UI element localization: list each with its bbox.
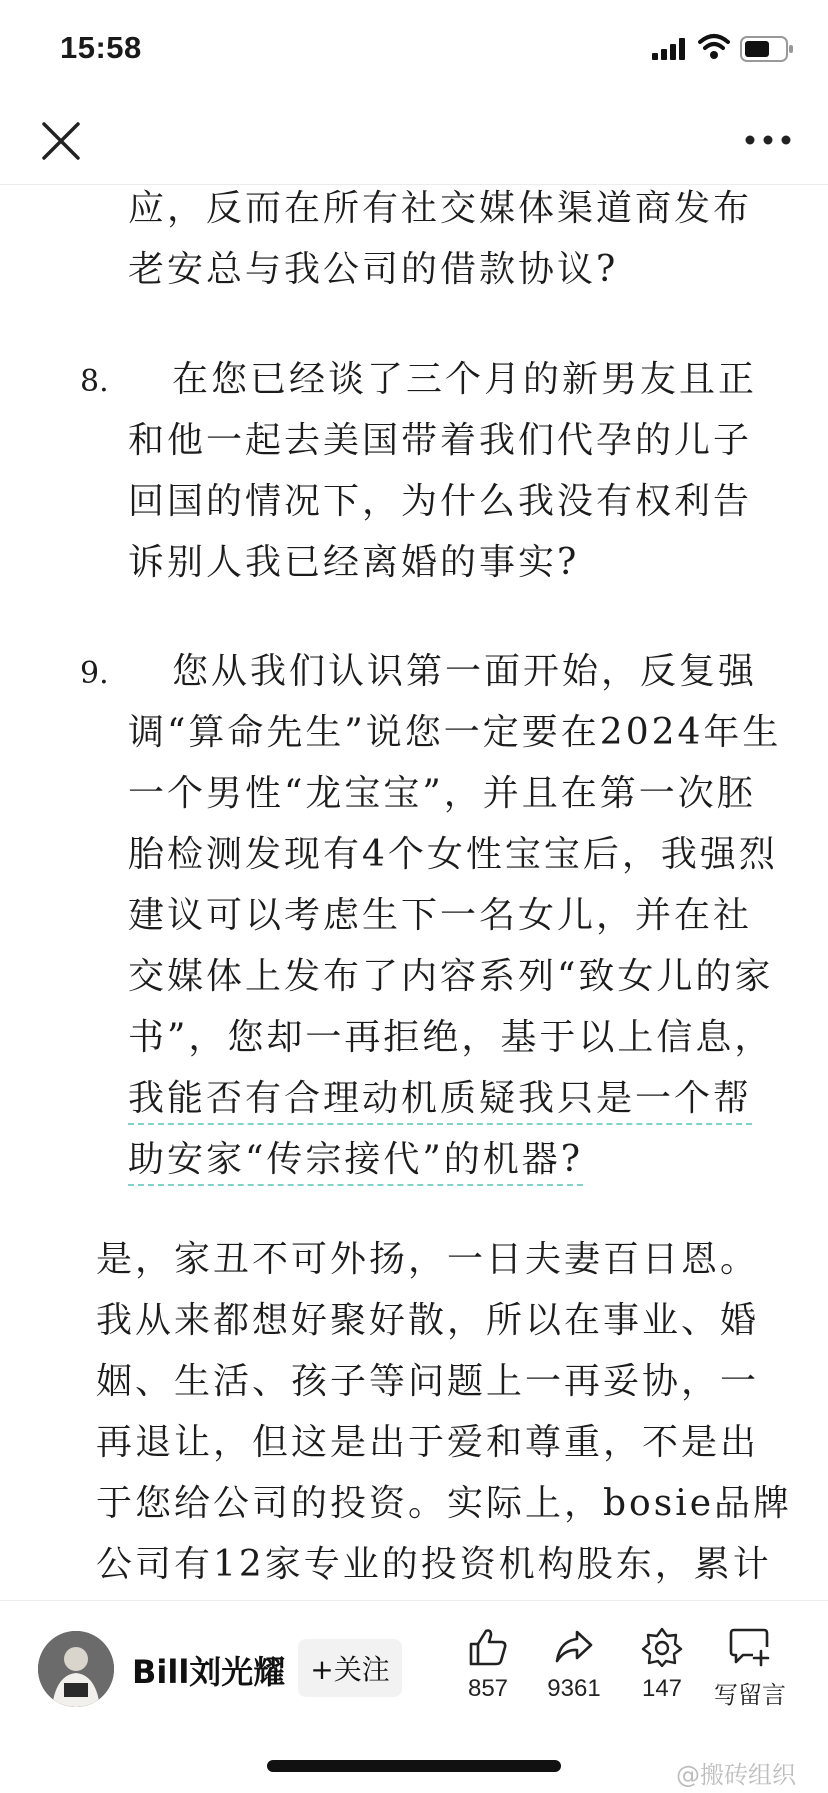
close-icon[interactable]	[38, 118, 84, 164]
text-line: 胎检测发现有4个女性宝宝后，我强烈	[128, 834, 778, 875]
status-time: 15:58	[60, 30, 142, 65]
share-button[interactable]	[524, 1627, 624, 1703]
favorite-count: 147	[641, 1675, 683, 1702]
like-button[interactable]	[438, 1627, 538, 1703]
follow-button[interactable]: +关注	[298, 1639, 402, 1697]
home-indicator[interactable]	[267, 1760, 561, 1772]
more-icon[interactable]	[744, 128, 792, 152]
highlighted-line[interactable]	[128, 1129, 781, 1190]
list-item-9	[128, 641, 781, 1190]
like-icon	[467, 1627, 509, 1667]
text-line: 诉别人我已经离婚的事实?	[128, 542, 580, 583]
nav-bar	[0, 100, 828, 185]
paragraph-final	[96, 1229, 792, 1595]
wifi-icon	[698, 32, 730, 60]
share-count: 9361	[547, 1675, 601, 1702]
text-line: 交媒体上发布了内容系列“致女儿的家	[128, 956, 774, 997]
text-highlight[interactable]: 我能否有合理动机质疑我只是一个帮	[128, 1078, 752, 1125]
text-line: 是，家丑不可外扬，一日夫妻百日恩。	[96, 1239, 760, 1280]
text-line: 我从来都想好聚好散，所以在事业、婚	[96, 1300, 760, 1341]
text-line: 调“算命先生”说您一定要在2024年生	[128, 712, 782, 753]
favorite-button[interactable]	[612, 1627, 712, 1703]
text-line: 您从我们认识第一面开始，反复强	[172, 651, 758, 692]
text-line: 回国的情况下，为什么我没有权利告	[128, 481, 753, 522]
text-line: 姻、生活、孩子等问题上一再妥协，一	[96, 1361, 760, 1402]
watermark: @搬砖组织	[676, 1761, 796, 1789]
author-name[interactable]: Bill刘光耀	[132, 1653, 286, 1691]
text-line: 书”，您却一再拒绝，基于以上信息，	[128, 1017, 774, 1058]
status-bar	[0, 0, 828, 100]
text-line: 再退让，但这是出于爱和尊重，不是出	[96, 1422, 760, 1463]
text-line: 老安总与我公司的借款协议?	[128, 249, 619, 290]
battery-icon	[740, 36, 794, 62]
text-line: 和他一起去美国带着我们代孕的儿子	[128, 420, 753, 461]
list-number: 9.	[80, 656, 109, 691]
text-line: 在您已经谈了三个月的新男友且正	[172, 359, 758, 400]
text-line: 公司有12家专业的投资机构股东，累计	[96, 1544, 772, 1585]
text-line: 于您给公司的投资。实际上，bosie品牌	[96, 1483, 793, 1524]
paragraph-continued	[128, 186, 752, 300]
signal-icon	[652, 38, 688, 60]
favorite-icon	[641, 1627, 683, 1667]
article-content	[0, 186, 828, 1600]
like-count: 857	[467, 1675, 509, 1702]
text-line: 应，反而在所有社交媒体渠道商发布	[128, 188, 753, 229]
comment-button[interactable]	[700, 1627, 800, 1710]
list-item-8	[128, 349, 757, 593]
comment-icon	[729, 1627, 771, 1667]
highlighted-line[interactable]	[128, 1068, 781, 1129]
avatar-image	[38, 1631, 114, 1707]
share-icon	[553, 1627, 595, 1667]
avatar[interactable]	[38, 1631, 114, 1707]
bottom-action-bar	[0, 1600, 828, 1793]
text-highlight[interactable]: 助安家“传宗接代”的机器?	[128, 1139, 583, 1186]
text-line: 一个男性“龙宝宝”，并且在第一次胚	[128, 773, 756, 814]
list-number: 8.	[80, 364, 109, 399]
comment-label: 写留言	[714, 1682, 786, 1709]
text-line: 建议可以考虑生下一名女儿，并在社	[128, 895, 753, 936]
